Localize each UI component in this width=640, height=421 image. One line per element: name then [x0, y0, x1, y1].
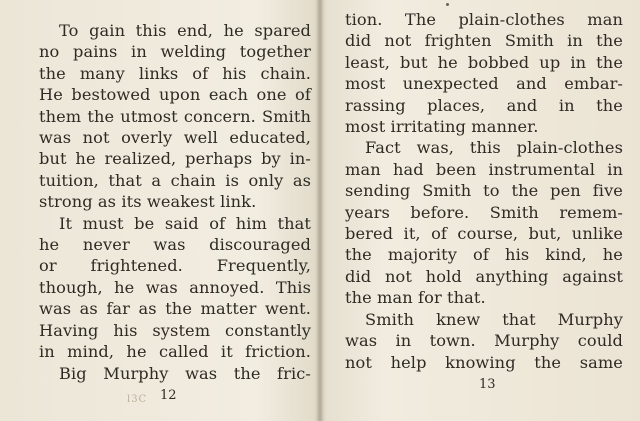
text-line: did not frighten Smith in the — [345, 31, 623, 51]
text-line: he never was discouraged — [39, 235, 311, 255]
text-line: in mind, he called it friction. — [39, 342, 311, 362]
text-line: years before. Smith remem- — [345, 202, 623, 222]
text-line: rassing places, and in the — [345, 95, 623, 115]
text-line: though, he was annoyed. This — [39, 277, 311, 297]
page-number: 12 — [160, 388, 177, 403]
text-line: To gain this end, he spared — [59, 21, 311, 40]
text-line: most irritating manner. — [345, 117, 539, 137]
text-line: did not hold anything against — [345, 266, 623, 286]
text-line: sending Smith to the pen five — [345, 181, 623, 201]
text-line: man had been instrumental in — [345, 159, 623, 179]
right-page-text — [345, 9, 623, 373]
text-line: was not overly well educated, — [39, 128, 311, 148]
text-line: the majority of his kind, he — [345, 245, 623, 265]
text-line: It must be said of him that — [59, 213, 311, 233]
text-line: but he realized, perhaps by in- — [39, 149, 311, 169]
text-line: Smith knew that Murphy — [365, 309, 623, 329]
text-line: was in town. Murphy could — [345, 331, 623, 351]
text-line: most unexpected and embar- — [345, 74, 623, 94]
text-line: tuition, that a chain is only as — [39, 170, 311, 190]
text-line: the many links of his chain. — [39, 63, 311, 83]
text-line: tion. The plain-clothes man — [345, 10, 623, 29]
margin-mark: l3C — [127, 394, 148, 405]
page-number: 13 — [479, 377, 496, 392]
text-line: strong as its weakest link. — [39, 192, 257, 212]
text-line: least, but he bobbed up in the — [345, 52, 623, 72]
text-line: no pains in welding together — [39, 42, 311, 62]
text-line: them the utmost concern. Smith — [39, 106, 311, 126]
left-page-text — [39, 20, 311, 384]
text-line: the man for that. — [345, 288, 486, 308]
text-line: Big Murphy was the fric- — [59, 363, 311, 383]
text-line: was as far as the matter went. — [39, 299, 311, 319]
text-line: He bestowed upon each one of — [39, 85, 311, 105]
text-line: bered it, of course, but, unlike — [345, 224, 623, 244]
text-line: or frightened. Frequently, — [39, 256, 311, 276]
ink-speck — [446, 3, 449, 6]
text-line: Fact was, this plain-clothes — [365, 138, 623, 158]
text-line: not help knowing the same — [345, 352, 623, 372]
text-line: Having his system constantly — [39, 320, 311, 340]
right-page — [322, 0, 640, 421]
